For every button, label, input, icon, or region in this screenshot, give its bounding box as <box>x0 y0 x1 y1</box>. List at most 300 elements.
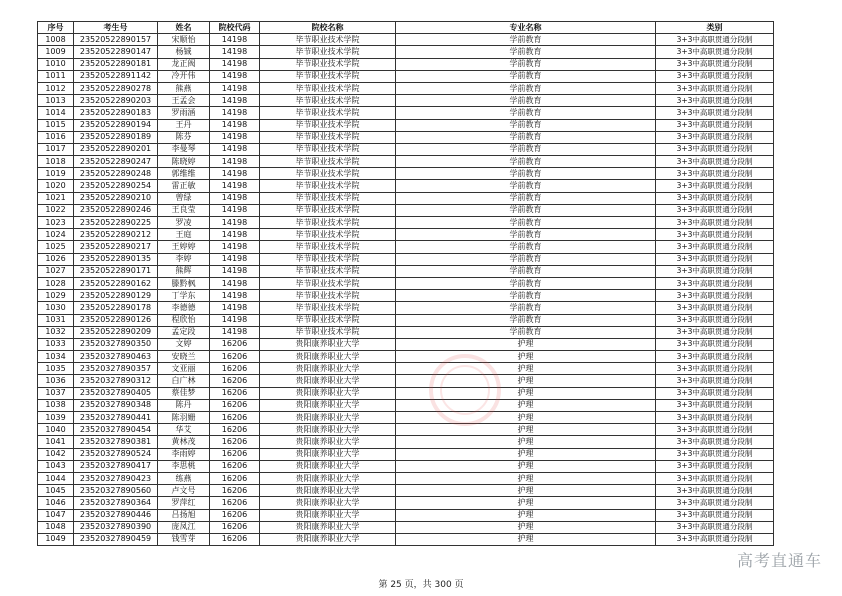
cell-school-name: 毕节职业技术学院 <box>260 46 396 58</box>
cell-major: 学前教育 <box>396 95 656 107</box>
cell-major: 学前教育 <box>396 180 656 192</box>
cell-exam-id: 23520327890459 <box>74 533 158 545</box>
cell-category: 3+3中高职贯通分段制 <box>656 448 774 460</box>
header-school-name: 院校名称 <box>260 22 396 34</box>
cell-name: 李思桃 <box>158 460 210 472</box>
cell-school-code: 14198 <box>210 82 260 94</box>
cell-exam-id: 23520327890454 <box>74 424 158 436</box>
cell-school-name: 贵阳康养职业大学 <box>260 497 396 509</box>
admission-list-sheet <box>37 21 773 546</box>
table-row <box>38 204 774 216</box>
cell-school-code: 14198 <box>210 156 260 168</box>
cell-school-code: 14198 <box>210 180 260 192</box>
cell-school-code: 16206 <box>210 375 260 387</box>
table-row <box>38 46 774 58</box>
cell-category: 3+3中高职贯通分段制 <box>656 34 774 46</box>
cell-school-code: 16206 <box>210 363 260 375</box>
cell-exam-id: 23520522890247 <box>74 156 158 168</box>
cell-serial: 1037 <box>38 387 74 399</box>
cell-school-name: 毕节职业技术学院 <box>260 314 396 326</box>
cell-category: 3+3中高职贯通分段制 <box>656 460 774 472</box>
cell-exam-id: 23520327890348 <box>74 399 158 411</box>
cell-major: 学前教育 <box>396 241 656 253</box>
table-row <box>38 314 774 326</box>
cell-category: 3+3中高职贯通分段制 <box>656 509 774 521</box>
cell-school-code: 16206 <box>210 497 260 509</box>
cell-exam-id: 23520522890147 <box>74 46 158 58</box>
cell-category: 3+3中高职贯通分段制 <box>656 472 774 484</box>
cell-category: 3+3中高职贯通分段制 <box>656 290 774 302</box>
cell-major: 护理 <box>396 485 656 497</box>
cell-category: 3+3中高职贯通分段制 <box>656 375 774 387</box>
cell-major: 学前教育 <box>396 131 656 143</box>
cell-school-name: 贵阳康养职业大学 <box>260 412 396 424</box>
cell-name: 王良莹 <box>158 204 210 216</box>
cell-major: 护理 <box>396 509 656 521</box>
table-header-row <box>38 22 774 34</box>
cell-school-code: 14198 <box>210 95 260 107</box>
cell-exam-id: 23520327890560 <box>74 485 158 497</box>
cell-school-name: 贵阳康养职业大学 <box>260 472 396 484</box>
cell-serial: 1009 <box>38 46 74 58</box>
table-row <box>38 95 774 107</box>
table-row <box>38 485 774 497</box>
cell-category: 3+3中高职贯通分段制 <box>656 168 774 180</box>
cell-school-code: 14198 <box>210 131 260 143</box>
cell-major: 学前教育 <box>396 229 656 241</box>
cell-major: 学前教育 <box>396 204 656 216</box>
cell-exam-id: 23520522890162 <box>74 277 158 289</box>
cell-name: 冷开伟 <box>158 70 210 82</box>
cell-serial: 1034 <box>38 351 74 363</box>
cell-category: 3+3中高职贯通分段制 <box>656 143 774 155</box>
cell-category: 3+3中高职贯通分段制 <box>656 119 774 131</box>
cell-category: 3+3中高职贯通分段制 <box>656 497 774 509</box>
cell-school-name: 毕节职业技术学院 <box>260 70 396 82</box>
cell-serial: 1028 <box>38 277 74 289</box>
cell-school-name: 毕节职业技术学院 <box>260 241 396 253</box>
cell-serial: 1043 <box>38 460 74 472</box>
table-row <box>38 82 774 94</box>
cell-category: 3+3中高职贯通分段制 <box>656 363 774 375</box>
table-row <box>38 521 774 533</box>
cell-school-name: 毕节职业技术学院 <box>260 204 396 216</box>
cell-school-code: 16206 <box>210 338 260 350</box>
cell-name: 罗萍红 <box>158 497 210 509</box>
cell-exam-id: 23520327890357 <box>74 363 158 375</box>
cell-category: 3+3中高职贯通分段制 <box>656 107 774 119</box>
cell-serial: 1025 <box>38 241 74 253</box>
cell-name: 丁学东 <box>158 290 210 302</box>
cell-school-name: 贵阳康养职业大学 <box>260 338 396 350</box>
cell-school-code: 16206 <box>210 412 260 424</box>
cell-category: 3+3中高职贯通分段制 <box>656 95 774 107</box>
cell-school-name: 毕节职业技术学院 <box>260 326 396 338</box>
cell-name: 安晓兰 <box>158 351 210 363</box>
header-category: 类别 <box>656 22 774 34</box>
cell-serial: 1033 <box>38 338 74 350</box>
cell-school-name: 贵阳康养职业大学 <box>260 363 396 375</box>
cell-school-code: 14198 <box>210 119 260 131</box>
brand-watermark-text: 高考直通车 <box>736 551 822 570</box>
cell-major: 学前教育 <box>396 314 656 326</box>
cell-name: 曾绿 <box>158 192 210 204</box>
cell-name: 郭维维 <box>158 168 210 180</box>
cell-category: 3+3中高职贯通分段制 <box>656 314 774 326</box>
cell-exam-id: 23520327890417 <box>74 460 158 472</box>
cell-major: 学前教育 <box>396 46 656 58</box>
cell-category: 3+3中高职贯通分段制 <box>656 302 774 314</box>
cell-school-name: 贵阳康养职业大学 <box>260 460 396 472</box>
cell-name: 李曼琴 <box>158 143 210 155</box>
cell-major: 学前教育 <box>396 290 656 302</box>
cell-major: 学前教育 <box>396 34 656 46</box>
cell-school-code: 16206 <box>210 509 260 521</box>
cell-exam-id: 23520522890183 <box>74 107 158 119</box>
cell-major: 学前教育 <box>396 277 656 289</box>
table-row <box>38 375 774 387</box>
cell-serial: 1045 <box>38 485 74 497</box>
table-row <box>38 436 774 448</box>
cell-exam-id: 23520327890381 <box>74 436 158 448</box>
cell-name: 熊辉 <box>158 265 210 277</box>
cell-school-code: 14198 <box>210 265 260 277</box>
cell-major: 护理 <box>396 363 656 375</box>
cell-exam-id: 23520522890203 <box>74 95 158 107</box>
cell-exam-id: 23520522890129 <box>74 290 158 302</box>
cell-exam-id: 23520522890212 <box>74 229 158 241</box>
cell-name: 华艾 <box>158 424 210 436</box>
cell-major: 护理 <box>396 448 656 460</box>
cell-school-code: 14198 <box>210 204 260 216</box>
cell-serial: 1023 <box>38 217 74 229</box>
table-row <box>38 351 774 363</box>
cell-major: 护理 <box>396 351 656 363</box>
cell-school-name: 毕节职业技术学院 <box>260 143 396 155</box>
table-row <box>38 460 774 472</box>
cell-school-code: 14198 <box>210 192 260 204</box>
cell-school-name: 毕节职业技术学院 <box>260 192 396 204</box>
cell-school-code: 16206 <box>210 436 260 448</box>
table-row <box>38 412 774 424</box>
cell-major: 学前教育 <box>396 119 656 131</box>
cell-school-name: 毕节职业技术学院 <box>260 302 396 314</box>
cell-serial: 1015 <box>38 119 74 131</box>
cell-exam-id: 23520522890171 <box>74 265 158 277</box>
cell-category: 3+3中高职贯通分段制 <box>656 485 774 497</box>
cell-serial: 1049 <box>38 533 74 545</box>
cell-major: 护理 <box>396 399 656 411</box>
cell-name: 卢文号 <box>158 485 210 497</box>
cell-school-name: 贵阳康养职业大学 <box>260 448 396 460</box>
cell-category: 3+3中高职贯通分段制 <box>656 204 774 216</box>
cell-exam-id: 23520522890210 <box>74 192 158 204</box>
cell-school-code: 16206 <box>210 533 260 545</box>
cell-serial: 1026 <box>38 253 74 265</box>
cell-school-name: 毕节职业技术学院 <box>260 180 396 192</box>
cell-major: 学前教育 <box>396 253 656 265</box>
cell-name: 孟定段 <box>158 326 210 338</box>
table-row <box>38 509 774 521</box>
cell-major: 学前教育 <box>396 192 656 204</box>
cell-school-name: 贵阳康养职业大学 <box>260 533 396 545</box>
cell-name: 黄林茂 <box>158 436 210 448</box>
cell-serial: 1024 <box>38 229 74 241</box>
cell-school-name: 毕节职业技术学院 <box>260 34 396 46</box>
cell-major: 学前教育 <box>396 82 656 94</box>
cell-name: 龙正阀 <box>158 58 210 70</box>
cell-school-code: 14198 <box>210 241 260 253</box>
cell-category: 3+3中高职贯通分段制 <box>656 131 774 143</box>
cell-school-code: 16206 <box>210 387 260 399</box>
table-row <box>38 168 774 180</box>
table-row <box>38 119 774 131</box>
table-row <box>38 387 774 399</box>
cell-school-code: 16206 <box>210 521 260 533</box>
cell-serial: 1048 <box>38 521 74 533</box>
cell-name: 文亚丽 <box>158 363 210 375</box>
cell-serial: 1032 <box>38 326 74 338</box>
cell-name: 王庭 <box>158 229 210 241</box>
table-row <box>38 70 774 82</box>
cell-serial: 1019 <box>38 168 74 180</box>
cell-school-name: 毕节职业技术学院 <box>260 277 396 289</box>
table-row <box>38 424 774 436</box>
cell-exam-id: 23520522890157 <box>74 34 158 46</box>
cell-school-name: 贵阳康养职业大学 <box>260 399 396 411</box>
cell-exam-id: 23520327890446 <box>74 509 158 521</box>
cell-serial: 1029 <box>38 290 74 302</box>
cell-school-code: 16206 <box>210 485 260 497</box>
cell-exam-id: 23520327890350 <box>74 338 158 350</box>
cell-school-code: 14198 <box>210 143 260 155</box>
cell-category: 3+3中高职贯通分段制 <box>656 326 774 338</box>
cell-major: 学前教育 <box>396 302 656 314</box>
cell-exam-id: 23520522890178 <box>74 302 158 314</box>
cell-serial: 1020 <box>38 180 74 192</box>
cell-exam-id: 23520327890524 <box>74 448 158 460</box>
table-row <box>38 229 774 241</box>
cell-serial: 1016 <box>38 131 74 143</box>
cell-serial: 1041 <box>38 436 74 448</box>
cell-name: 白广林 <box>158 375 210 387</box>
cell-exam-id: 23520327890312 <box>74 375 158 387</box>
header-exam-id: 考生号 <box>74 22 158 34</box>
cell-category: 3+3中高职贯通分段制 <box>656 58 774 70</box>
cell-school-code: 16206 <box>210 399 260 411</box>
cell-school-code: 14198 <box>210 290 260 302</box>
cell-exam-id: 23520522890194 <box>74 119 158 131</box>
cell-exam-id: 23520522890278 <box>74 82 158 94</box>
cell-school-name: 毕节职业技术学院 <box>260 253 396 265</box>
cell-category: 3+3中高职贯通分段制 <box>656 412 774 424</box>
cell-school-code: 14198 <box>210 46 260 58</box>
cell-major: 护理 <box>396 497 656 509</box>
cell-category: 3+3中高职贯通分段制 <box>656 180 774 192</box>
table-row <box>38 338 774 350</box>
header-school-code: 院校代码 <box>210 22 260 34</box>
cell-serial: 1038 <box>38 399 74 411</box>
cell-major: 护理 <box>396 472 656 484</box>
cell-serial: 1046 <box>38 497 74 509</box>
cell-serial: 1018 <box>38 156 74 168</box>
table-row <box>38 192 774 204</box>
cell-major: 学前教育 <box>396 156 656 168</box>
cell-exam-id: 23520327890390 <box>74 521 158 533</box>
cell-exam-id: 23520522890201 <box>74 143 158 155</box>
cell-school-name: 毕节职业技术学院 <box>260 131 396 143</box>
cell-name: 庞凤江 <box>158 521 210 533</box>
cell-school-name: 毕节职业技术学院 <box>260 229 396 241</box>
cell-exam-id: 23520522890209 <box>74 326 158 338</box>
cell-major: 学前教育 <box>396 70 656 82</box>
cell-major: 护理 <box>396 533 656 545</box>
cell-school-code: 14198 <box>210 326 260 338</box>
cell-name: 王婷婷 <box>158 241 210 253</box>
cell-school-code: 14198 <box>210 217 260 229</box>
cell-category: 3+3中高职贯通分段制 <box>656 338 774 350</box>
cell-exam-id: 23520522890135 <box>74 253 158 265</box>
cell-name: 滕黔枫 <box>158 277 210 289</box>
cell-category: 3+3中高职贯通分段制 <box>656 192 774 204</box>
table-row <box>38 217 774 229</box>
cell-serial: 1010 <box>38 58 74 70</box>
cell-name: 熊燕 <box>158 82 210 94</box>
cell-school-name: 毕节职业技术学院 <box>260 95 396 107</box>
cell-school-name: 毕节职业技术学院 <box>260 82 396 94</box>
cell-school-name: 贵阳康养职业大学 <box>260 521 396 533</box>
cell-serial: 1031 <box>38 314 74 326</box>
cell-name: 陈羽姗 <box>158 412 210 424</box>
cell-exam-id: 23520522890225 <box>74 217 158 229</box>
cell-exam-id: 23520522890248 <box>74 168 158 180</box>
table-row <box>38 290 774 302</box>
cell-major: 护理 <box>396 375 656 387</box>
cell-school-code: 14198 <box>210 229 260 241</box>
cell-exam-id: 23520522890246 <box>74 204 158 216</box>
cell-serial: 1040 <box>38 424 74 436</box>
cell-serial: 1042 <box>38 448 74 460</box>
cell-exam-id: 23520327890364 <box>74 497 158 509</box>
cell-category: 3+3中高职贯通分段制 <box>656 253 774 265</box>
cell-serial: 1021 <box>38 192 74 204</box>
cell-serial: 1039 <box>38 412 74 424</box>
table-row <box>38 241 774 253</box>
cell-name: 王孟会 <box>158 95 210 107</box>
cell-category: 3+3中高职贯通分段制 <box>656 277 774 289</box>
cell-school-code: 14198 <box>210 302 260 314</box>
cell-exam-id: 23520327890405 <box>74 387 158 399</box>
cell-school-name: 贵阳康养职业大学 <box>260 375 396 387</box>
header-major: 专业名称 <box>396 22 656 34</box>
table-body <box>38 34 774 546</box>
cell-school-code: 14198 <box>210 70 260 82</box>
admission-table <box>37 21 774 546</box>
cell-school-name: 毕节职业技术学院 <box>260 58 396 70</box>
cell-exam-id: 23520327890441 <box>74 412 158 424</box>
cell-serial: 1035 <box>38 363 74 375</box>
cell-serial: 1012 <box>38 82 74 94</box>
table-row <box>38 497 774 509</box>
table-row <box>38 472 774 484</box>
cell-school-name: 毕节职业技术学院 <box>260 290 396 302</box>
table-row <box>38 58 774 70</box>
cell-name: 王丹 <box>158 119 210 131</box>
cell-name: 蔡佳梦 <box>158 387 210 399</box>
cell-major: 学前教育 <box>396 143 656 155</box>
cell-school-code: 16206 <box>210 472 260 484</box>
cell-major: 学前教育 <box>396 217 656 229</box>
table-row <box>38 253 774 265</box>
cell-category: 3+3中高职贯通分段制 <box>656 70 774 82</box>
table-row <box>38 448 774 460</box>
cell-category: 3+3中高职贯通分段制 <box>656 424 774 436</box>
cell-serial: 1030 <box>38 302 74 314</box>
cell-name: 吕扬旭 <box>158 509 210 521</box>
cell-name: 李雨婷 <box>158 448 210 460</box>
cell-school-name: 贵阳康养职业大学 <box>260 351 396 363</box>
cell-serial: 1013 <box>38 95 74 107</box>
cell-school-code: 14198 <box>210 34 260 46</box>
cell-school-code: 16206 <box>210 448 260 460</box>
cell-name: 程欣怡 <box>158 314 210 326</box>
cell-category: 3+3中高职贯通分段制 <box>656 387 774 399</box>
cell-major: 学前教育 <box>396 168 656 180</box>
cell-serial: 1017 <box>38 143 74 155</box>
cell-serial: 1044 <box>38 472 74 484</box>
cell-major: 护理 <box>396 424 656 436</box>
cell-school-code: 14198 <box>210 168 260 180</box>
cell-school-name: 贵阳康养职业大学 <box>260 485 396 497</box>
cell-school-code: 14198 <box>210 314 260 326</box>
cell-school-code: 16206 <box>210 424 260 436</box>
cell-serial: 1047 <box>38 509 74 521</box>
cell-category: 3+3中高职贯通分段制 <box>656 521 774 533</box>
cell-major: 护理 <box>396 521 656 533</box>
cell-exam-id: 23520522890217 <box>74 241 158 253</box>
cell-name: 雷正敏 <box>158 180 210 192</box>
cell-school-name: 毕节职业技术学院 <box>260 107 396 119</box>
table-row <box>38 277 774 289</box>
cell-school-name: 毕节职业技术学院 <box>260 217 396 229</box>
page-footer: 第 25 页，共 300 页 <box>378 580 464 590</box>
cell-school-code: 16206 <box>210 460 260 472</box>
cell-exam-id: 23520522890126 <box>74 314 158 326</box>
cell-major: 护理 <box>396 338 656 350</box>
cell-serial: 1022 <box>38 204 74 216</box>
cell-category: 3+3中高职贯通分段制 <box>656 82 774 94</box>
cell-school-name: 毕节职业技术学院 <box>260 265 396 277</box>
cell-name: 罗雨涵 <box>158 107 210 119</box>
cell-name: 罗凌 <box>158 217 210 229</box>
cell-major: 学前教育 <box>396 265 656 277</box>
cell-category: 3+3中高职贯通分段制 <box>656 46 774 58</box>
cell-exam-id: 23520522891142 <box>74 70 158 82</box>
cell-school-name: 毕节职业技术学院 <box>260 156 396 168</box>
header-name: 姓名 <box>158 22 210 34</box>
cell-name: 文婷 <box>158 338 210 350</box>
cell-school-name: 毕节职业技术学院 <box>260 168 396 180</box>
table-row <box>38 34 774 46</box>
cell-name: 杨铖 <box>158 46 210 58</box>
cell-serial: 1011 <box>38 70 74 82</box>
cell-major: 学前教育 <box>396 107 656 119</box>
table-row <box>38 363 774 375</box>
cell-school-name: 贵阳康养职业大学 <box>260 509 396 521</box>
table-row <box>38 399 774 411</box>
table-row <box>38 533 774 545</box>
table-row <box>38 326 774 338</box>
